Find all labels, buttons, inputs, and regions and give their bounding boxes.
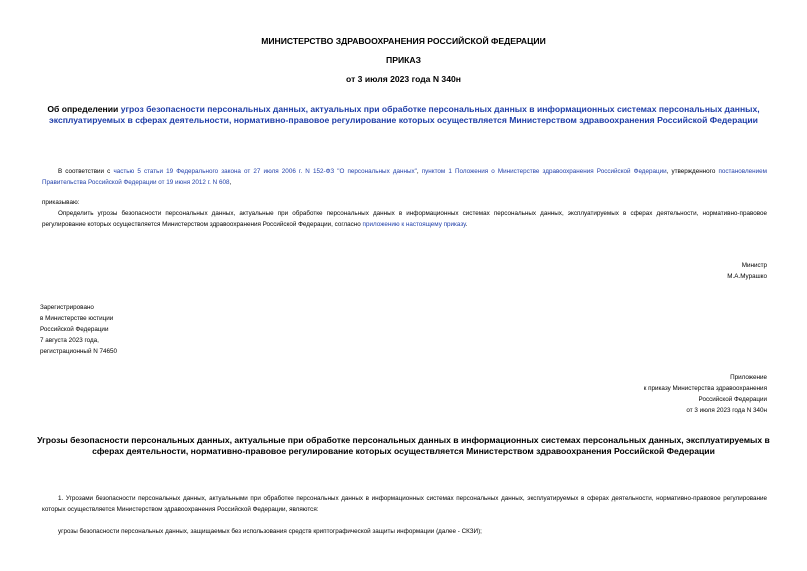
- ministry-regulation-link[interactable]: пунктом 1 Положения о Министерстве здравоохранения Российской Федерации: [421, 168, 667, 175]
- preamble-paragraph: [42, 166, 767, 188]
- appendix-ref-line: к приказу Министерства здравоохранения: [643, 385, 767, 392]
- appendix-title: Угрозы безопасности персональных данных, актуальные при обработке персональных данных в информационных системах персональных данных, эксплуатируемых в сферах деятельности, нормативно-правовое регулирование которых осуществляется Министерством здравоохранения Российской Федерации: [37, 435, 770, 456]
- government-decree-link[interactable]: постановлением Правительства Российской Федерации от 19 июня 2012 г. N 608: [42, 168, 767, 186]
- item-1-paragraph: 1. Угрозами безопасности персональных данных, актуальными при обработке персональных данных в информационных системах персональных данных, эксплуатируемых в сферах деятельности, нормативно-правовое регулирование которых осуществляется Министерством здравоохранения Российской Федерации, являются:: [42, 495, 767, 513]
- registration-block: [40, 302, 117, 357]
- order-word: приказываю:: [42, 199, 80, 206]
- registration-line: в Министерстве юстиции: [40, 315, 114, 322]
- decision-text: Определить угрозы безопасности персональных данных, актуальные при обработке персональных данных в информационных системах персональных данных, эксплуатируемых в сферах деятельности, нормативно-правовое регулирование которых осуществляется Министерством здравоохранения Российской Федерации, согласно: [42, 210, 767, 228]
- registration-line: Российской Федерации: [40, 326, 109, 333]
- appendix-ref-line: Российской Федерации: [698, 396, 767, 403]
- preamble-text-3: , утвержденного: [666, 168, 719, 175]
- ministry-heading: МИНИСТЕРСТВО ЗДРАВООХРАНЕНИЯ РОССИЙСКОЙ ФЕДЕРАЦИИ: [261, 36, 546, 46]
- decision-end: .: [465, 221, 468, 228]
- decision-paragraph: [42, 208, 767, 230]
- preamble-text-1: В соответствии с: [58, 168, 114, 175]
- document-type: ПРИКАЗ: [386, 55, 421, 65]
- order-title: [36, 104, 771, 126]
- order-title-prefix: Об определении: [47, 104, 121, 114]
- preamble-text-4: ,: [229, 179, 232, 186]
- registration-line: регистрационный N 74650: [40, 348, 118, 355]
- signature-name: М.А.Мурашко: [727, 273, 767, 280]
- item-2-paragraph: угрозы безопасности персональных данных, защищаемых без использования средств криптографической защиты информации (далее - СКЗИ);: [58, 528, 482, 535]
- preamble-text-2: ,: [416, 168, 422, 175]
- signature-block: [727, 260, 767, 282]
- appendix-link[interactable]: приложению к настоящему приказу: [362, 221, 466, 228]
- registration-line: 7 августа 2023 года,: [40, 337, 99, 344]
- signature-position: Министр: [741, 262, 767, 269]
- registration-line: Зарегистрировано: [40, 304, 94, 311]
- appendix-reference: [644, 372, 767, 416]
- federal-law-link[interactable]: частью 5 статьи 19 Федерального закона от 27 июля 2006 г. N 152-ФЗ "О персональных данных": [113, 168, 417, 175]
- appendix-ref-line: Приложение: [730, 374, 767, 381]
- document-date-number: от 3 июля 2023 года N 340н: [346, 74, 461, 84]
- order-title-link[interactable]: угроз безопасности персональных данных, актуальных при обработке персональных данных в информационных системах персональных данных, эксплуатируемых в сферах деятельности, нормативно-правовое регулирование которых осуществляется Министерством здравоохранения Российской Федерации: [49, 104, 760, 125]
- appendix-ref-line: от 3 июля 2023 года N 340н: [686, 407, 767, 414]
